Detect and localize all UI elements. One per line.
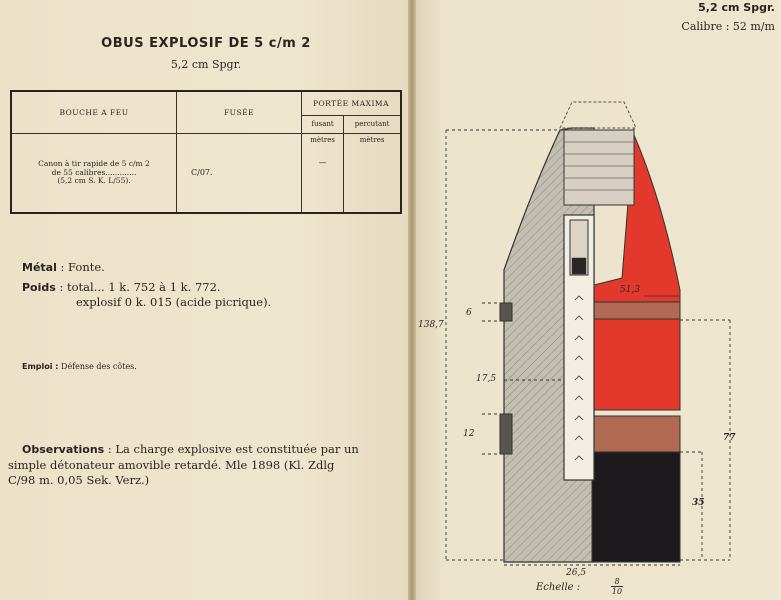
bouche-line-1: Canon à tir rapide de 5 c/m 2 — [38, 159, 150, 169]
dim-265: 26,5 — [566, 568, 587, 578]
cell-fusant — [302, 133, 344, 213]
obs-text-3: C/98 m. 0,05 Sek. Verz.) — [8, 473, 150, 487]
poids-line — [22, 280, 221, 294]
spec-table — [10, 90, 402, 214]
echelle-denominator: 10 — [611, 587, 623, 596]
header-bouche: BOUCHE A FEU — [11, 91, 177, 133]
lower-band — [592, 416, 680, 452]
header-portee: PORTÉE MAXIMA — [302, 91, 402, 115]
dim-175: 17,5 — [476, 374, 497, 384]
obs-label: Observations — [22, 443, 105, 456]
fuze-thread — [564, 130, 634, 205]
obs-text-2: simple détonateur amovible retardé. Mle 1898 (Kl. Zdlg — [8, 458, 335, 472]
metal-line — [22, 260, 105, 274]
echelle-numerator: 8 — [611, 577, 623, 587]
upper-recess — [500, 303, 512, 321]
shell-drawing — [412, 0, 781, 600]
poids-label: Poids — [22, 281, 56, 294]
subheader-percutant: percutant — [344, 115, 401, 133]
bouche-line-2: de 55 calibres............. — [51, 167, 137, 177]
unit-percutant: mètres — [359, 135, 385, 144]
obs-text-1: : La charge explosive est constituée par un — [107, 442, 359, 456]
page-subtitle: 5,2 cm Spgr. — [170, 58, 242, 71]
detonator-charge — [572, 258, 586, 274]
fuze-cap — [560, 102, 636, 128]
poids-line-2: explosif 0 k. 015 (acide picrique). — [76, 295, 272, 309]
cell-fusee: C/07. — [177, 133, 302, 213]
black-base — [592, 452, 680, 562]
echelle-fraction — [611, 577, 623, 596]
echelle-label: Echelle : — [536, 582, 581, 593]
value-fusant: — — [318, 157, 327, 167]
dim-12: 12 — [463, 429, 475, 439]
right-header-title: 5,2 cm Spgr. — [698, 1, 775, 14]
cell-bouche — [11, 133, 177, 213]
page-title: OBUS EXPLOSIF DE 5 c/m 2 — [101, 36, 311, 51]
dim-35: 35 — [692, 498, 705, 508]
upper-band — [592, 302, 680, 319]
metal-label: Métal — [22, 261, 57, 274]
obs-line-1 — [22, 442, 359, 456]
subheader-fusant: fusant — [302, 115, 344, 133]
dim-6: 6 — [466, 308, 472, 318]
dim-513: 51,3 — [620, 285, 641, 295]
lower-recess — [500, 414, 512, 454]
bouche-line-3: (5,2 cm S. K. L/55). — [57, 175, 131, 185]
emploi-line — [22, 362, 137, 371]
emploi-label: Emploi : — [22, 362, 59, 371]
emploi-value: Défense des côtes. — [61, 362, 137, 371]
dim-138: 138,7 — [418, 320, 444, 330]
dim-77: 77 — [723, 433, 736, 443]
cell-percutant — [344, 133, 401, 213]
poids-line-1: : total... 1 k. 752 à 1 k. 772. — [59, 280, 221, 294]
header-fusee: FUSÉE — [177, 91, 302, 133]
calibre-label: Calibre : 52 m/m — [681, 20, 775, 33]
unit-fusant: mètres — [310, 135, 335, 144]
metal-value: : Fonte. — [60, 260, 105, 274]
